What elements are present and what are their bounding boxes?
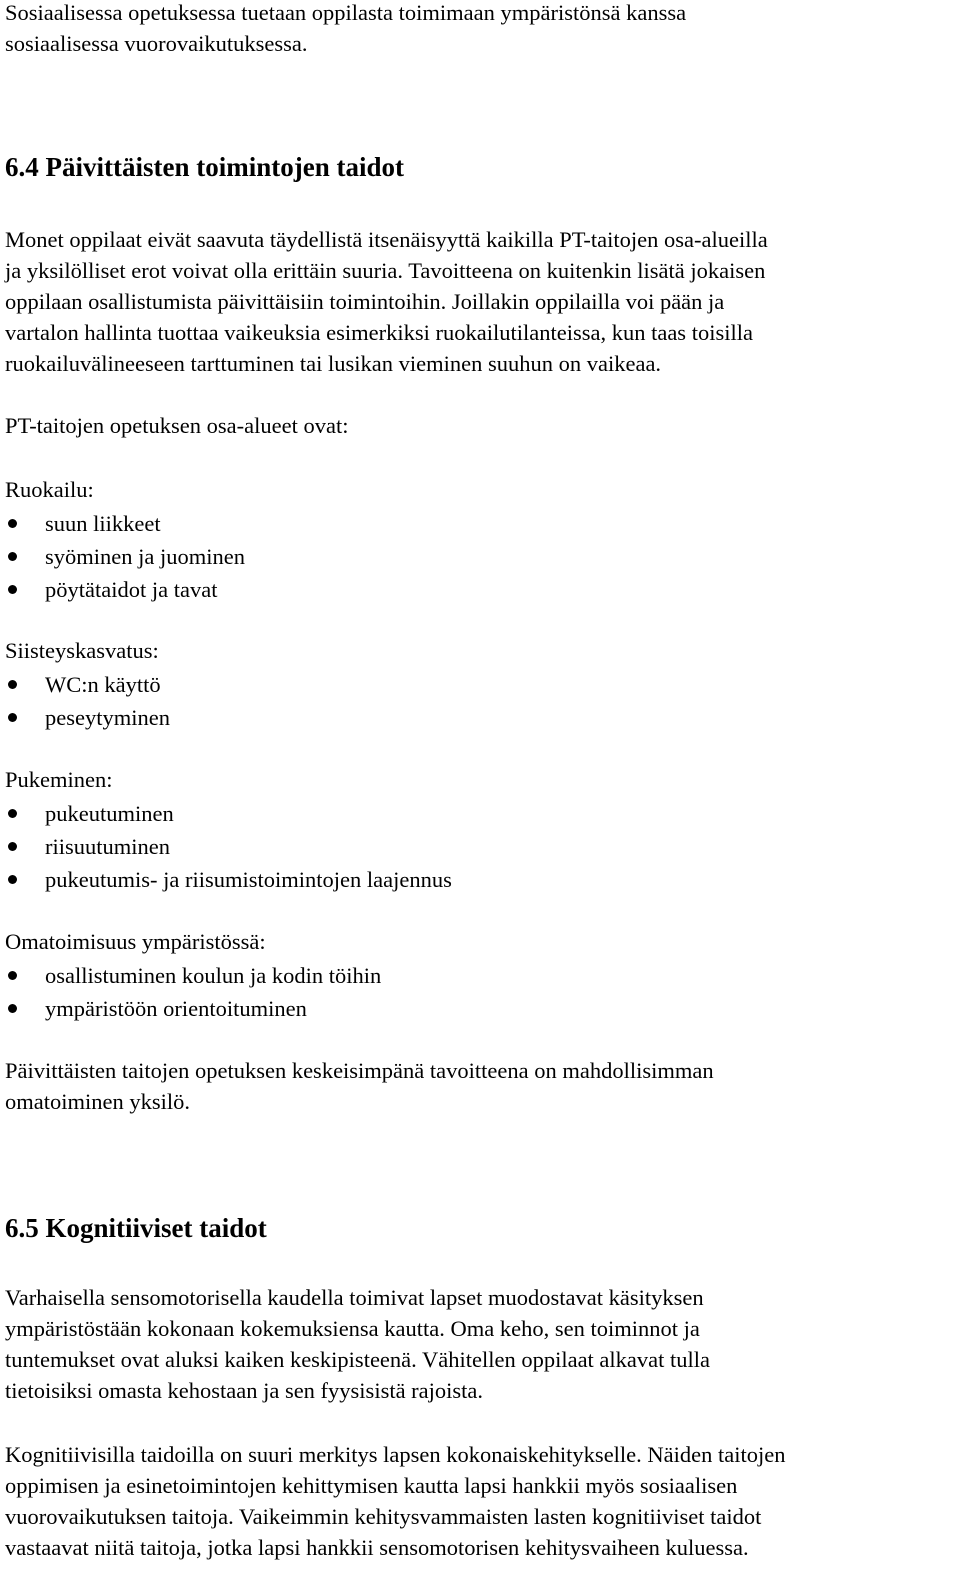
list-item (5, 797, 955, 830)
paragraph-line: Päivittäisten taitojen opetuksen keskeisimpänä tavoitteena on mahdollisimman (5, 1058, 714, 1083)
bullet-icon (8, 809, 17, 818)
paragraph-line: Kognitiivisilla taidoilla on suuri merkitys lapsen kokonaiskehitykselle. Näiden taitojen (5, 1442, 786, 1467)
group-label: Pukeminen: (5, 767, 113, 792)
list-item-text: peseytyminen (45, 705, 170, 730)
bullet-icon (8, 552, 17, 561)
paragraph-line: Varhaisella sensomotorisella kaudella toimivat lapset muodostavat käsityksen (5, 1285, 704, 1310)
list-item (5, 830, 955, 863)
paragraph-line: vuorovaikutuksen taitoja. Vaikeimmin kehitysvammaisten lasten kognitiiviset taidot (5, 1504, 762, 1529)
bullet-icon (8, 713, 17, 722)
bullet-icon (8, 519, 17, 528)
paragraph-line: ja yksilölliset erot voivat olla erittäin suuria. Tavoitteena on kuitenkin lisätä jokaisen (5, 258, 766, 283)
intro-line-2: sosiaalisessa vuorovaikutuksessa. (5, 31, 308, 56)
section-6-4-closing (5, 1055, 955, 1117)
group-pukeminen (5, 764, 955, 896)
list-item-text: pöytätaidot ja tavat (45, 577, 218, 602)
paragraph-line: omatoiminen yksilö. (5, 1089, 190, 1114)
list-item (5, 959, 955, 992)
bullet-icon (8, 1004, 17, 1013)
bullet-icon (8, 585, 17, 594)
areas-intro: PT-taitojen opetuksen osa-alueet ovat: (5, 413, 349, 438)
bullet-icon (8, 971, 17, 980)
paragraph-line: tietoisiksi omasta kehostaan ja sen fyysisistä rajoista. (5, 1378, 484, 1403)
paragraph-line: ympäristöstään kokonaan kokemuksiensa kautta. Oma keho, sen toiminnot ja (5, 1316, 700, 1341)
section-6-4-paragraph (5, 224, 955, 379)
group-ruokailu (5, 474, 955, 606)
bullet-list (5, 959, 955, 1025)
section-6-5-paragraph-2 (5, 1439, 955, 1563)
list-item (5, 701, 955, 734)
list-item (5, 863, 955, 896)
paragraph-line: Monet oppilaat eivät saavuta täydellistä itsenäisyyttä kaikilla PT-taitojen osa-alueilla (5, 227, 768, 252)
list-item-text: ympäristöön orientoituminen (45, 996, 307, 1021)
bullet-list (5, 668, 955, 734)
list-item-text: syöminen ja juominen (45, 544, 245, 569)
paragraph-line: vartalon hallinta tuottaa vaikeuksia esimerkiksi ruokailutilanteissa, kun taas toisilla (5, 320, 753, 345)
list-item (5, 507, 955, 540)
paragraph-line: oppimisen ja esinetoimintojen kehittymisen kautta lapsi hankkii myös sosiaalisen (5, 1473, 738, 1498)
section-6-5-heading: 6.5 Kognitiiviset taidot (5, 1213, 267, 1243)
bullet-icon (8, 680, 17, 689)
paragraph-line: oppilaan osallistumista päivittäisiin toimintoihin. Joillakin oppilailla voi pään ja (5, 289, 725, 314)
list-item-text: osallistuminen koulun ja kodin töihin (45, 963, 382, 988)
list-item-text: riisuutuminen (45, 834, 170, 859)
paragraph-line: ruokailuvälineeseen tarttuminen tai lusikan vieminen suuhun on vaikeaa. (5, 351, 662, 376)
group-label: Siisteyskasvatus: (5, 638, 159, 663)
group-label: Ruokailu: (5, 477, 94, 502)
list-item (5, 540, 955, 573)
group-label: Omatoimisuus ympäristössä: (5, 929, 266, 954)
list-item-text: pukeutuminen (45, 801, 174, 826)
section-6-5-paragraph-1 (5, 1282, 955, 1406)
intro-paragraph (5, 0, 955, 59)
list-item (5, 992, 955, 1025)
list-item (5, 668, 955, 701)
list-item-text: WC:n käyttö (45, 672, 161, 697)
list-item (5, 573, 955, 606)
paragraph-line: vastaavat niitä taitoja, jotka lapsi hankkii sensomotorisen kehitysvaiheen kuluessa. (5, 1535, 749, 1560)
bullet-icon (8, 875, 17, 884)
list-item-text: pukeutumis- ja riisumistoimintojen laajennus (45, 867, 452, 892)
group-siisteyskasvatus (5, 635, 955, 734)
section-6-4-heading: 6.4 Päivittäisten toimintojen taidot (5, 152, 404, 182)
bullet-list (5, 507, 955, 606)
list-item-text: suun liikkeet (45, 511, 161, 536)
intro-line-1: Sosiaalisessa opetuksessa tuetaan oppilasta toimimaan ympäristönsä kanssa (5, 0, 687, 25)
paragraph-line: tuntemukset ovat aluksi kaiken keskipisteenä. Vähitellen oppilaat alkavat tulla (5, 1347, 711, 1372)
bullet-list (5, 797, 955, 896)
bullet-icon (8, 842, 17, 851)
group-omatoimisuus (5, 926, 955, 1025)
